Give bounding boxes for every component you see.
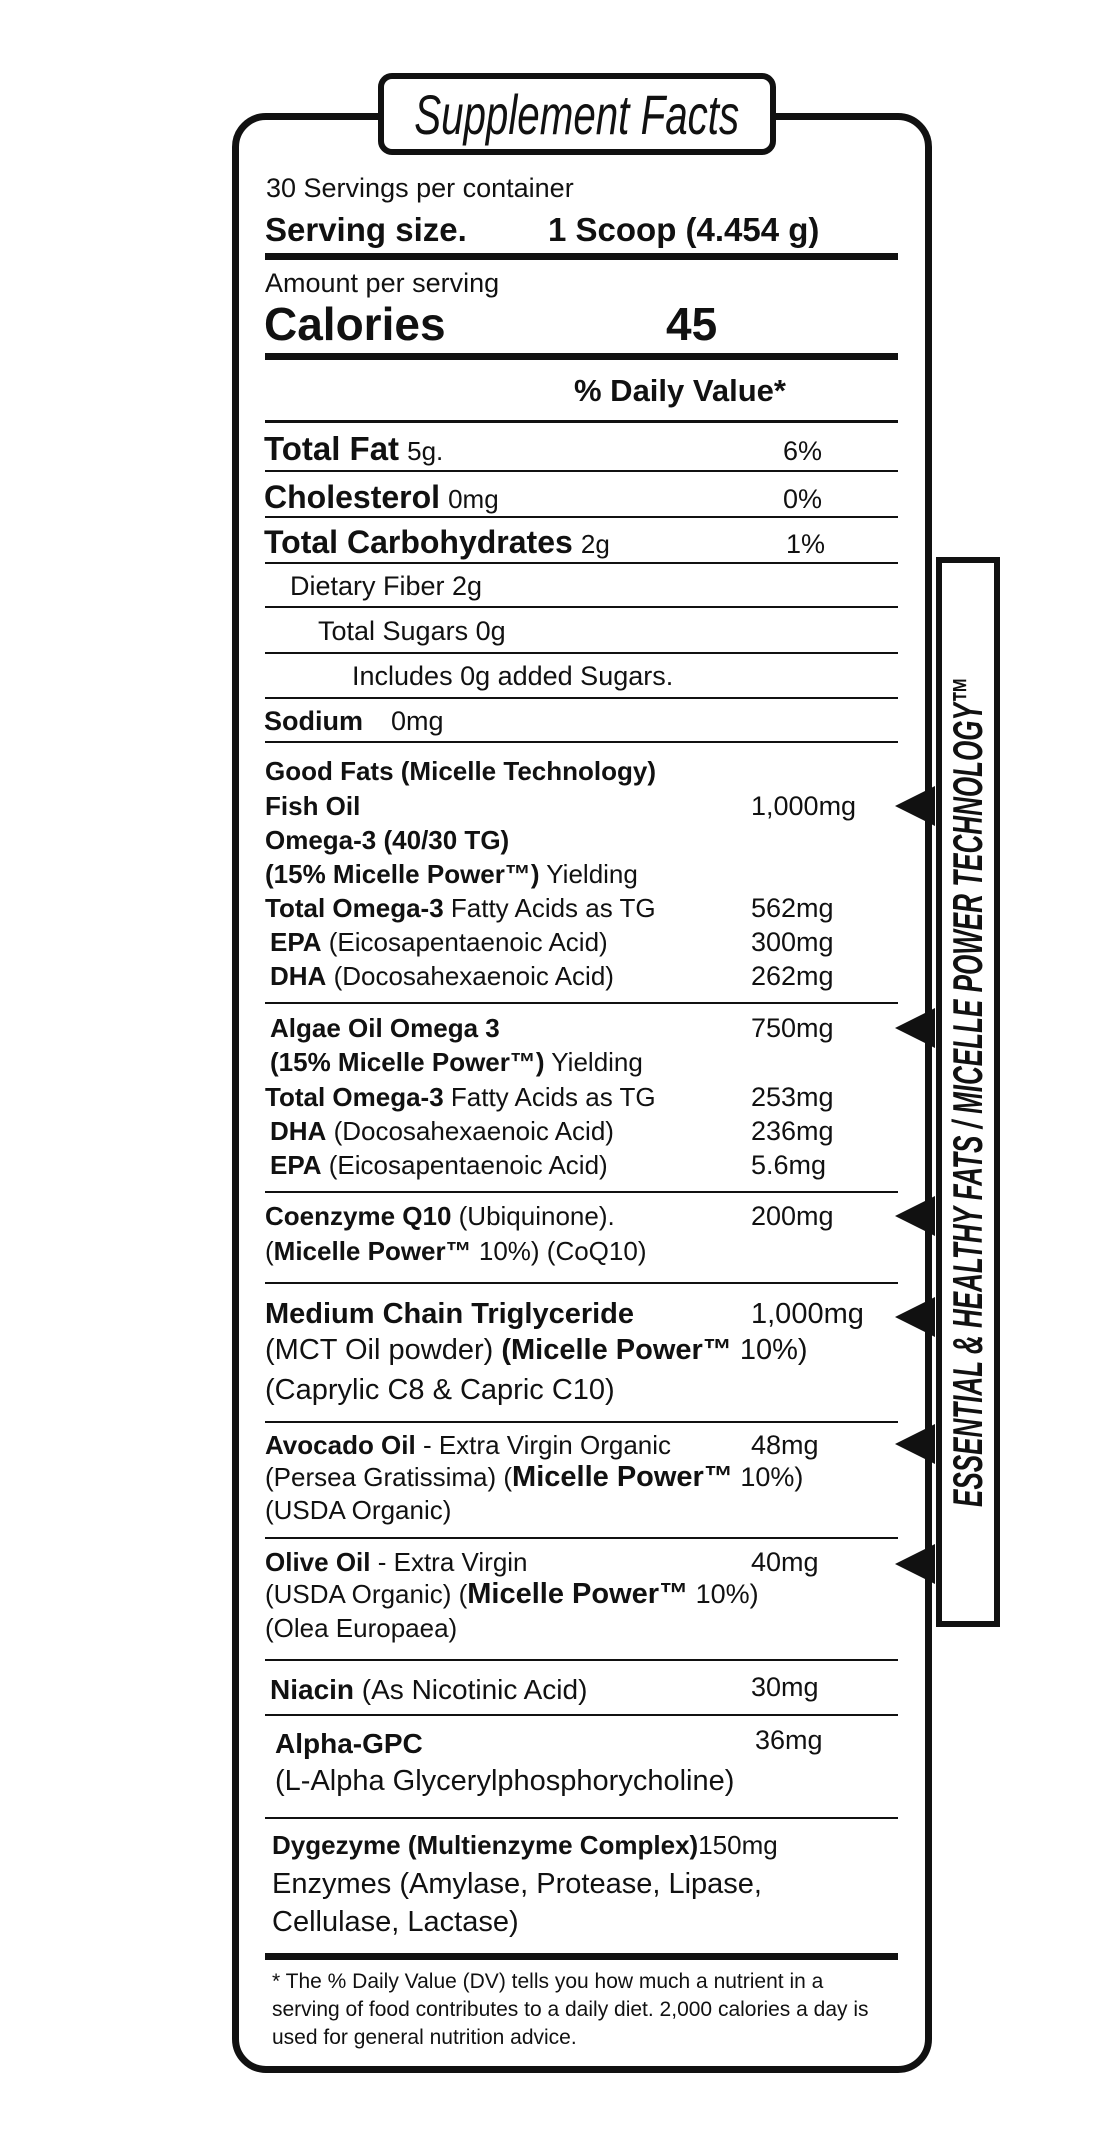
total-fat-row: Total Fat 5g. — [264, 430, 444, 467]
cholesterol-dv: 0% — [783, 484, 823, 514]
mct-caprylic-line: (Caprylic C8 & Capric C10) — [265, 1374, 615, 1406]
fish-oil-dha-amount: 262mg — [751, 961, 834, 991]
algae-oil-name: Algae Oil Omega 3 — [270, 1013, 500, 1043]
algae-oil-dha: DHA (Docosahexaenoic Acid) — [270, 1116, 614, 1146]
amount-per-serving: Amount per serving — [265, 268, 500, 298]
rule — [265, 1659, 898, 1661]
title-box — [378, 73, 776, 155]
calories-label: Calories — [264, 298, 446, 350]
coq10-amount: 200mg — [751, 1201, 834, 1231]
algae-oil-epa-amount: 5.6mg — [751, 1150, 827, 1180]
fish-oil-amount: 1,000mg — [751, 791, 857, 821]
rule — [265, 516, 898, 518]
mct-powder-line: (MCT Oil powder) (Micelle Power™ 10%) — [265, 1334, 808, 1366]
fish-oil-epa: EPA (Eicosapentaenoic Acid) — [270, 927, 608, 957]
algae-oil-total-omega3-amount: 253mg — [751, 1082, 834, 1112]
algae-oil-dha-amount: 236mg — [751, 1116, 834, 1146]
good-fats-heading: Good Fats (Micelle Technology) — [265, 756, 656, 786]
side-label: ESSENTIAL & HEALTHY FATS / MICELLE POWER TECHNOLOGY™ — [944, 677, 991, 1507]
cholesterol-row: Cholesterol 0mg — [264, 479, 499, 515]
serving-size-value: 1 Scoop (4.454 g) — [548, 211, 820, 248]
pointer-tag-algae-oil — [895, 1008, 935, 1048]
algae-oil-amount: 750mg — [751, 1013, 834, 1043]
added-sugars-row: Includes 0g added Sugars. — [352, 661, 674, 691]
footnote: * The % Daily Value (DV) tells you how much a nutrient in a serving of food contributes to a daily diet. 2,000 calories a day is used for general nutrition advice. — [272, 1970, 869, 2049]
dietary-fiber-row: Dietary Fiber 2g — [290, 571, 483, 601]
olive-micelle-line: (USDA Organic) (Micelle Power™ 10%) — [265, 1578, 759, 1610]
rule — [265, 1953, 898, 1960]
servings-per-container: 30 Servings per container — [266, 173, 574, 203]
panel-title: Supplement Facts — [414, 82, 740, 146]
fish-oil-omega-line: Omega-3 (40/30 TG) — [265, 825, 510, 855]
rule — [265, 652, 898, 654]
total-carbs-dv: 1% — [786, 529, 826, 559]
pointer-tag-mct — [895, 1297, 935, 1337]
niacin-row: Niacin (As Nicotinic Acid) — [270, 1674, 588, 1705]
dygezyme-row: Dygezyme (Multienzyme Complex)150mg — [272, 1830, 778, 1860]
algae-oil-epa: EPA (Eicosapentaenoic Acid) — [270, 1150, 608, 1180]
avocado-amount: 48mg — [751, 1430, 819, 1460]
avocado-micelle-line: (Persea Gratissima) (Micelle Power™ 10%) — [265, 1461, 804, 1493]
pointer-tag-fish-oil — [895, 786, 935, 826]
rule — [265, 1421, 898, 1423]
daily-value-header: % Daily Value* — [574, 373, 786, 408]
dygezyme-enzymes-line: Enzymes (Amylase, Protease, Lipase, — [272, 1868, 762, 1900]
total-fat-dv: 6% — [783, 436, 823, 466]
algae-oil-total-omega3: Total Omega-3 Fatty Acids as TG — [265, 1082, 656, 1112]
pointer-tag-avocado — [895, 1424, 935, 1464]
fish-oil-name: Fish Oil — [265, 791, 361, 821]
fish-oil-micelle-line: (15% Micelle Power™) Yielding — [265, 859, 638, 889]
rule — [265, 420, 898, 423]
sodium-row: Sodium 0mg — [264, 706, 444, 736]
coq10-row: Coenzyme Q10 (Ubiquinone). — [265, 1201, 615, 1231]
fish-oil-total-omega3: Total Omega-3 Fatty Acids as TG — [265, 893, 656, 923]
avocado-row: Avocado Oil - Extra Virgin Organic — [265, 1430, 672, 1460]
rule — [265, 1714, 898, 1716]
total-sugars-row: Total Sugars 0g — [318, 616, 506, 646]
rule — [265, 1002, 898, 1004]
alpha-gpc-amount: 36mg — [755, 1725, 823, 1755]
rule — [265, 470, 898, 472]
rule — [265, 1191, 898, 1193]
olive-row: Olive Oil - Extra Virgin — [265, 1547, 528, 1577]
total-carbs-row: Total Carbohydrates 2g — [264, 524, 610, 560]
olive-europaea-line: (Olea Europaea) — [265, 1613, 458, 1643]
serving-size-label: Serving size. — [265, 211, 467, 248]
rule — [265, 741, 898, 743]
coq10-micelle-line: (Micelle Power™ 10%) (CoQ10) — [265, 1236, 647, 1266]
pointer-tag-coq10 — [895, 1196, 935, 1236]
rule — [265, 697, 898, 699]
rule — [265, 1817, 898, 1819]
rule — [265, 1282, 898, 1284]
rule — [265, 562, 898, 564]
calories-value: 45 — [666, 298, 718, 350]
alpha-gpc-line2: (L-Alpha Glycerylphosphorycholine) — [275, 1765, 735, 1797]
dygezyme-cellulase-line: Cellulase, Lactase) — [272, 1906, 519, 1938]
rule — [265, 606, 898, 608]
mct-amount: 1,000mg — [751, 1298, 864, 1330]
pointer-tag-olive — [895, 1544, 935, 1584]
algae-oil-micelle-line: (15% Micelle Power™) Yielding — [270, 1047, 643, 1077]
fish-oil-dha: DHA (Docosahexaenoic Acid) — [270, 961, 614, 991]
rule — [265, 353, 898, 360]
fish-oil-epa-amount: 300mg — [751, 927, 834, 957]
alpha-gpc-name: Alpha-GPC — [275, 1728, 423, 1759]
olive-amount: 40mg — [751, 1547, 819, 1577]
mct-name: Medium Chain Triglyceride — [265, 1298, 635, 1330]
niacin-amount: 30mg — [751, 1672, 819, 1702]
avocado-usda-line: (USDA Organic) — [265, 1495, 452, 1525]
fish-oil-total-omega3-amount: 562mg — [751, 893, 834, 923]
rule — [265, 253, 898, 260]
rule — [265, 1537, 898, 1539]
